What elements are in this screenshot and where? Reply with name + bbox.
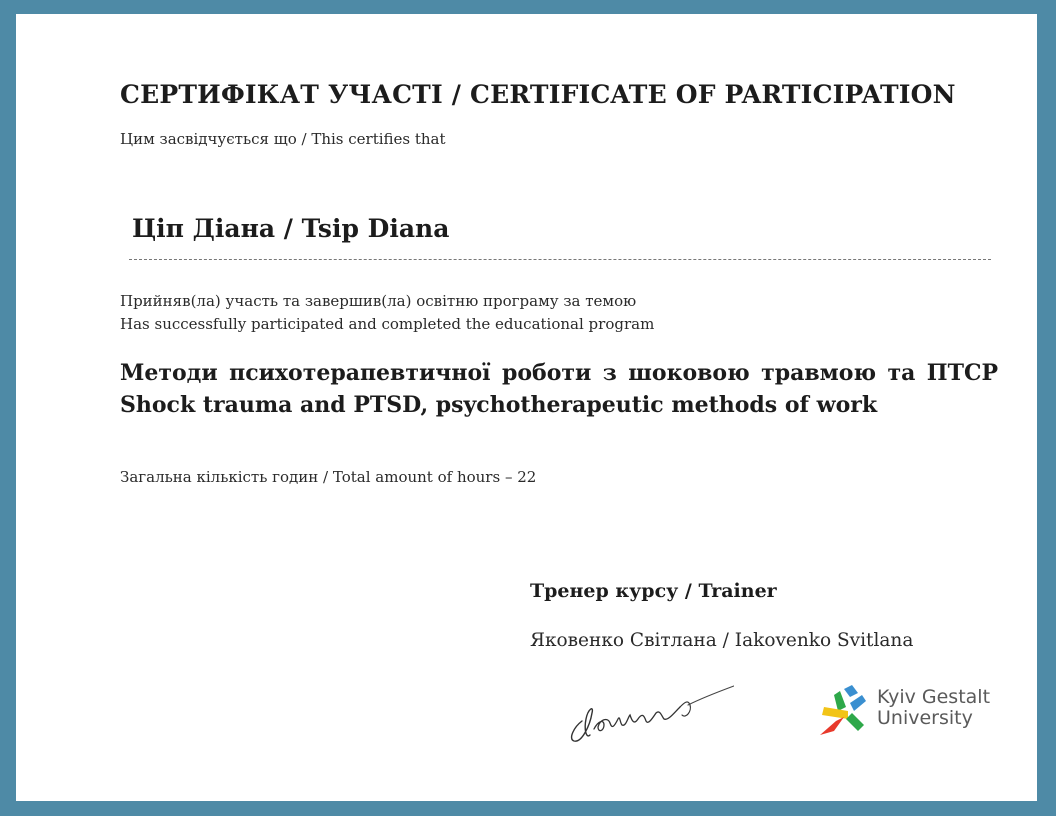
logo-line-2: University (877, 707, 973, 729)
logo-line-1: Kyiv Gestalt (877, 686, 991, 708)
gestalt-logo-icon (814, 681, 872, 737)
trainer-label: Тренер курсу / Trainer (530, 580, 777, 602)
certificate-title: СЕРТИФІКАТ УЧАСТІ / CERTIFICATE OF PARTICIPATION (120, 80, 956, 109)
program-title: Методи психотерапевтичної роботи з шоковою травмою та ПТСР Shock trauma and PTSD, psychotherapeutic methods of work (120, 360, 998, 418)
recipient-name: Ціп Діана / Tsip Diana (132, 214, 450, 243)
total-hours: Загальна кількість годин / Total amount of hours – 22 (120, 468, 537, 486)
completion-statement-ua: Прийняв(ла) участь та завершив(ла) освітню програму за темою (120, 292, 637, 310)
trainer-name: Яковенко Світлана / Iakovenko Svitlana (530, 630, 914, 651)
name-underline (129, 259, 991, 260)
completion-statement (120, 290, 654, 336)
logo-wordmark (877, 687, 990, 729)
completion-statement-en: Has successfully participated and completed the educational program (120, 315, 655, 333)
trainer-signature (564, 669, 734, 749)
certifies-that-text: Цим засвідчується що / This certifies that (120, 130, 446, 148)
kyiv-gestalt-university-logo (814, 681, 1014, 741)
certificate-page (16, 14, 1037, 801)
